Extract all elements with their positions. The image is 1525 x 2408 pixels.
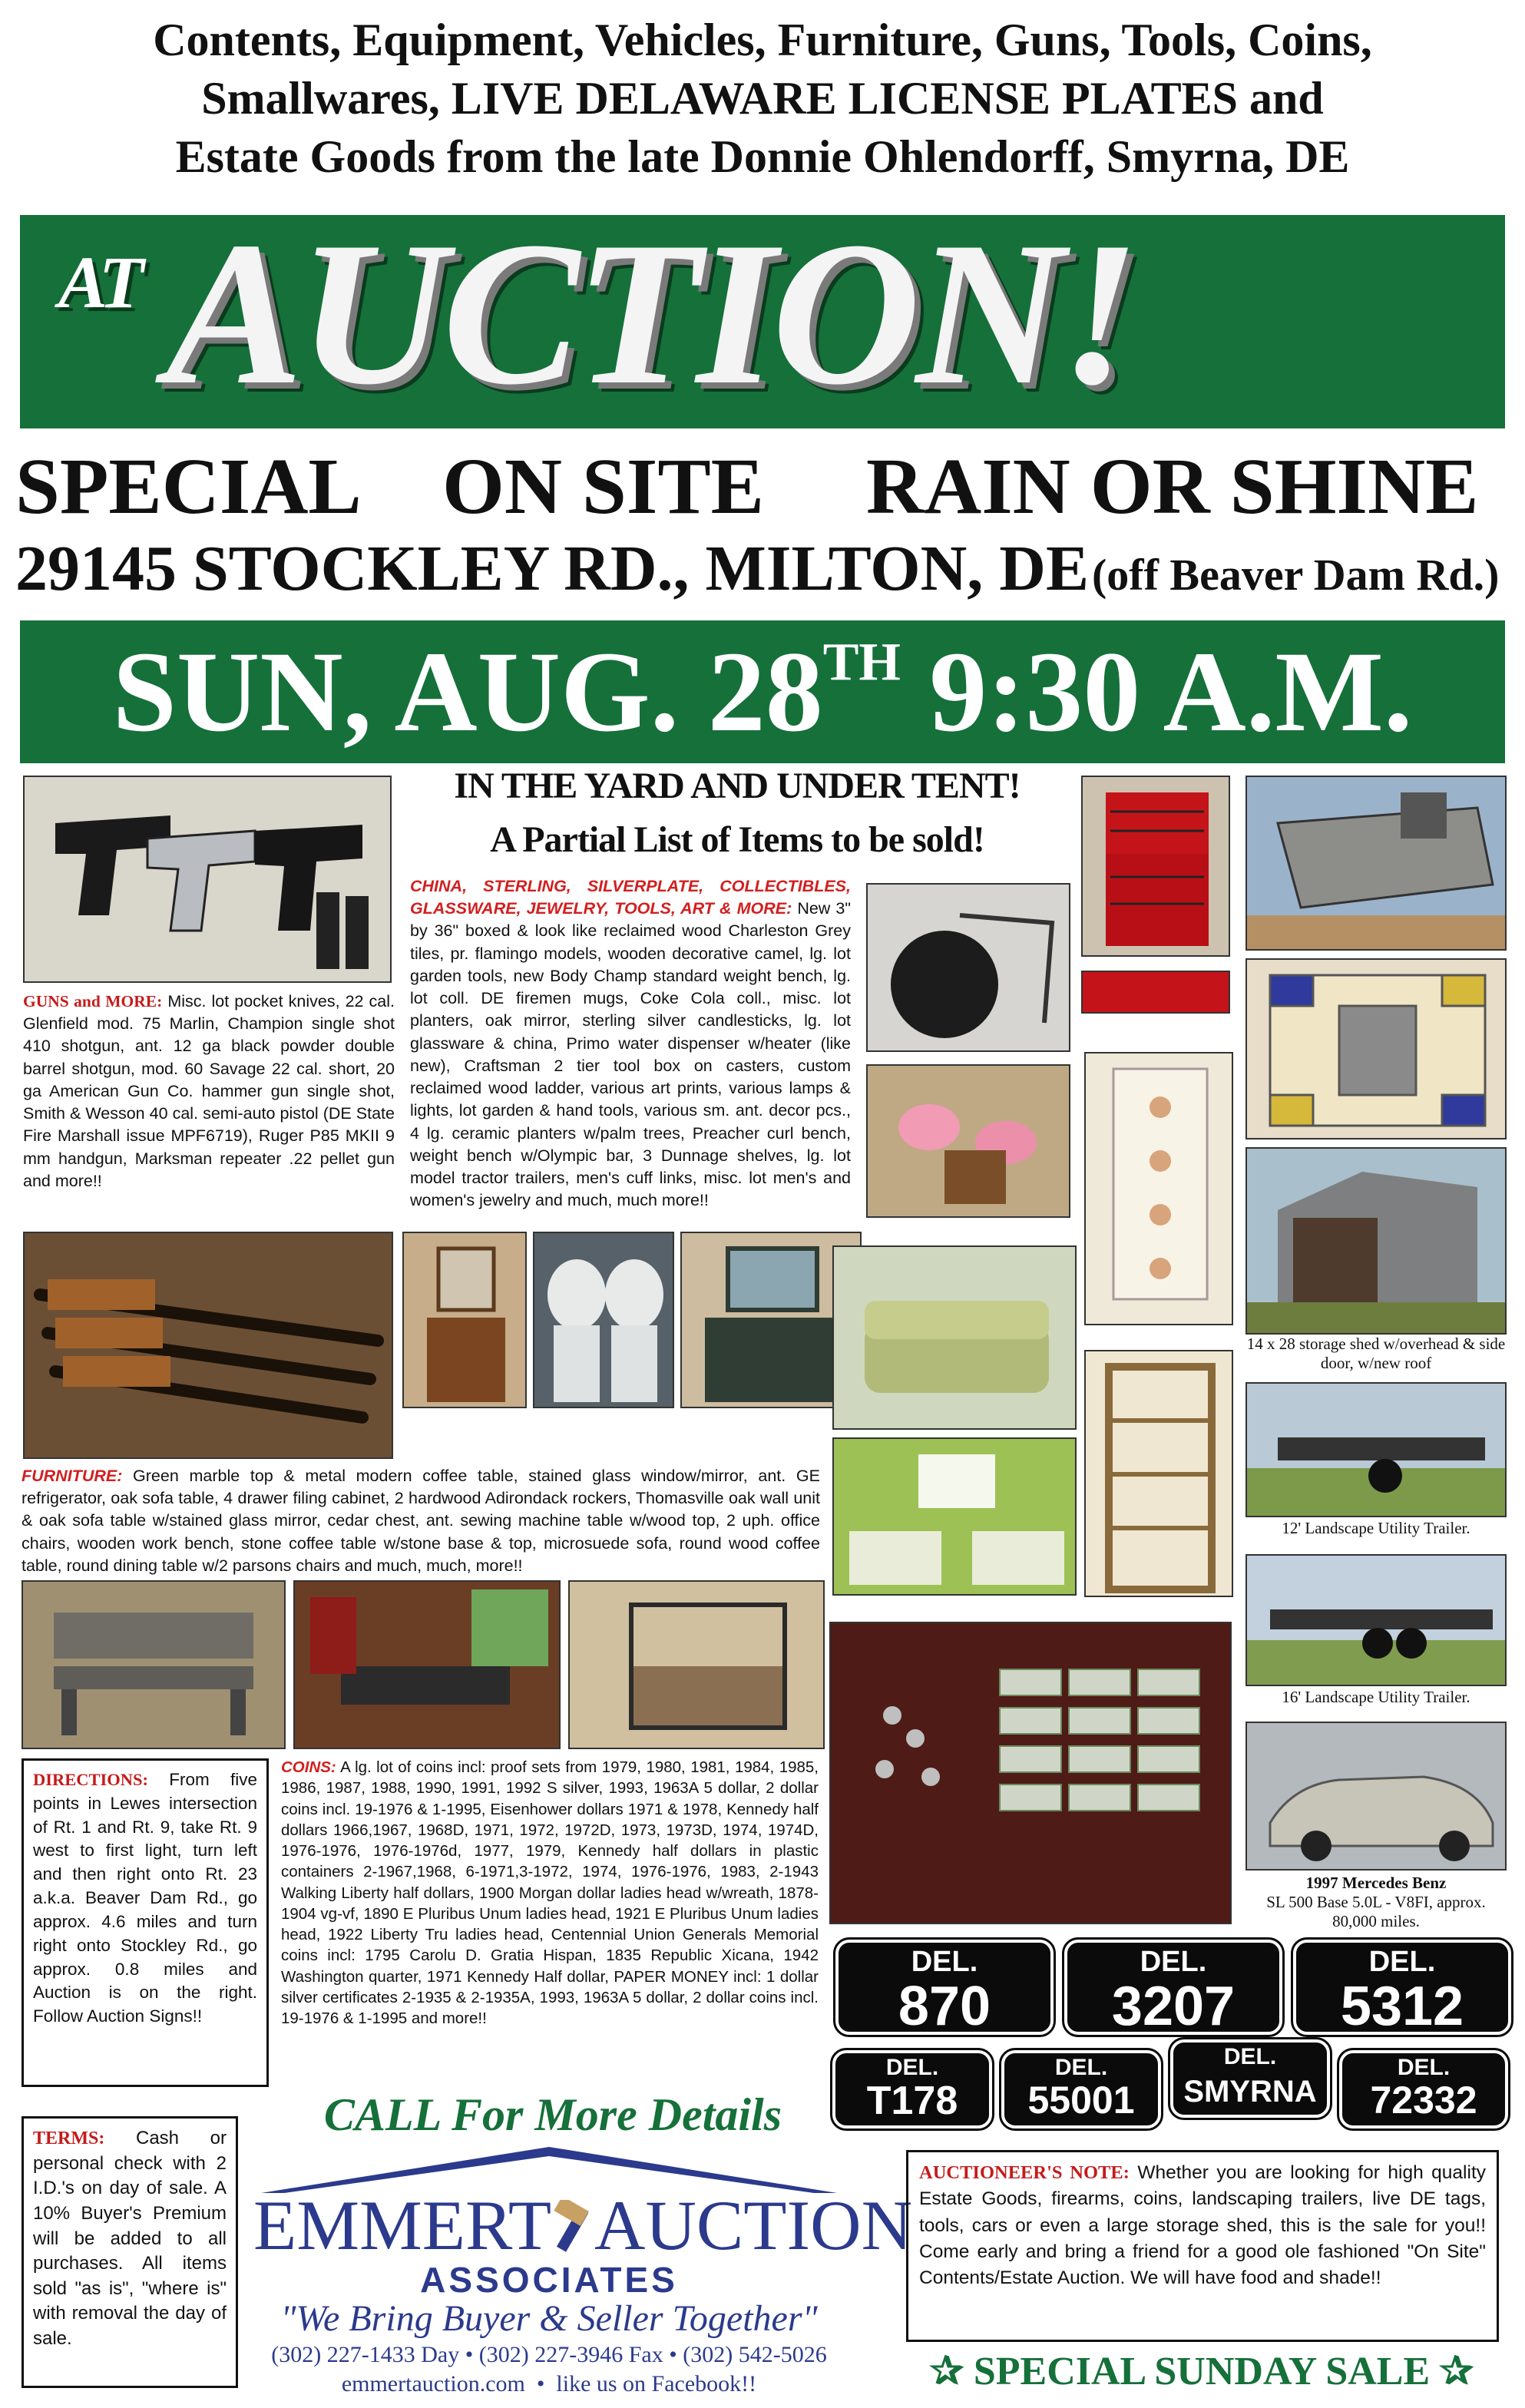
date-day: SUN, AUG. 28 [112,628,823,756]
coins-photo [829,1622,1232,1924]
date-text [113,628,1413,756]
plate-state: DEL. [911,1946,978,1978]
toolbox-cabinet-photo [1081,971,1230,1014]
trailer-12-photo [1245,1382,1507,1517]
rifles-photo [23,1232,393,1459]
plate-number: 55001 [1027,2079,1135,2122]
lions-photo [533,1232,674,1408]
note-heading: AUCTIONEER'S NOTE: [919,2162,1130,2183]
plate-state: DEL. [1054,2055,1108,2080]
plate-smyrna [1170,2039,1330,2118]
directions-text [33,1768,257,2029]
logo-web: emmertauction.com • like us on Facebook!! [341,2371,757,2396]
star-icon: ✰ [930,2350,964,2393]
toolbox-photo [1081,776,1230,957]
address-note: (off Beaver Dam Rd.) [1091,550,1500,600]
coffee-table-photo [293,1580,561,1749]
directions-box [22,1758,269,2087]
header [0,11,1525,186]
special-sunday-text: SPECIAL SUNDAY SALE [973,2350,1431,2393]
trailer-12-caption: 12' Landscape Utility Trailer. [1282,1519,1470,1537]
mercedes-detail: SL 500 Base 5.0L - V8FI, approx. 80,000 miles. [1266,1893,1486,1931]
star-icon: ✰ [1440,2350,1474,2393]
emmert-logo [253,2142,913,2403]
auction-banner [20,199,1505,428]
yard-title: IN THE YARD AND UNDER TENT! [454,766,1021,806]
pistols-icon [25,777,392,983]
sale-type-on-site: ON SITE [442,442,765,531]
bedroom-photo [832,1437,1077,1596]
call-for-details: CALL For More Details [323,2089,782,2140]
plate-number: 72332 [1370,2079,1477,2122]
plate-55001 [1001,2050,1161,2128]
header-line-2: Smallwares, LIVE DELAWARE LICENSE PLATES and [201,73,1324,124]
bench-photo [22,1580,286,1749]
plate-number: 870 [898,1976,991,2037]
yard-subtitle: A Partial List of Items to be sold! [490,819,984,860]
sofa-photo [832,1245,1077,1430]
plate-state: DEL. [885,2055,939,2080]
directions-heading: DIRECTIONS: [33,1770,149,1789]
date-banner [20,620,1505,763]
address-street: 29145 STOCKLEY RD., MILTON, DE [15,533,1089,604]
plate-state: DEL. [1397,2055,1451,2080]
logo-name-right: AUCTION [594,2186,913,2264]
plate-number: SMYRNA [1183,2075,1317,2109]
furniture-heading: FURNITURE: [22,1467,123,1485]
flamingo-photo [866,1064,1070,1218]
sale-type-special: SPECIAL [15,442,362,531]
note-text [919,2160,1486,2291]
coins-heading: COINS: [281,1758,336,1776]
guns-heading: GUNS and MORE: [23,992,163,1011]
logo-slogan: "We Bring Buyer & Seller Together" [280,2298,818,2339]
china-heading: CHINA, STERLING, SILVERPLATE, COLLECTIBLES, GLASSWARE, JEWELRY, TOOLS, ART & MORE: [410,877,851,918]
plate-state: DEL. [1368,1946,1436,1978]
china-body: New 3" by 36" boxed & look like reclaimed wood Charleston Grey tiles, pr. flamingo models, wooden decorative camel, lg. lot garden tools, new Body Champ standard weight bench, lg. lot coll. DE firemen mugs, Coke Cola coll., misc. lot planters, oak mirror, sterling silver candlesticks, lg. lot glassware & china, Primo water dispenser w/heater (like new), Craftsman 2 tier tool box on casters, custom reclaimed wood ladder, various art prints, various lamps & lights, lot garden & hand tools, various sm. ant. decor pcs., 4 lg. ceramic planters w/palm trees, Preacher curl bench, weight bench w/Olympic bar, 3 Dunnage shelves, lg. lot model tractor trailers, men's cuff links, misc. lot men's and women's jewelry and much, much more!! [410,899,851,1210]
anvil-photo [866,883,1070,1052]
logo-name [253,2186,913,2264]
coins-section [281,1757,819,2029]
bunk-bed-photo [568,1580,825,1749]
logo-phones: (302) 227-1433 Day • (302) 227-3946 Fax • (302) 542-5026 [271,2342,827,2367]
address [15,531,1513,606]
shell-cabinet-photo [1084,1052,1233,1325]
plate-state: DEL. [1223,2044,1277,2069]
stained-glass-photo [1245,958,1507,1140]
coins-body: A lg. lot of coins incl: proof sets from 1979, 1980, 1981, 1984, 1985, 1986, 1987, 1988, 1990, 1991, 1992 S silver, 1993, 1963A 5 dollar, 2 dollar coins incl. 19-1976 & 1-1995, Eisenhower dollars 1971 & 1978, Kennedy half dollars 1966,1967, 1968D, 1971, 1972, 1972D, 1973, 1973D, 1974, 1974D, 1976-1976, 1976-1976d, 1977, 1979, Kennedy half dollars in plastic containers 2-1967,1968, 6-1971,3-1972, 1974, 1976-1976, 1983, 2-1943 Walking Liberty half dollars, 1900 Morgan dollar ladies head w/wreath, 1878-1904 vg-vf, 1890 E Pluribus Unum ladies head, 1921 E Pluribus Unum ladies head, 1922 Liberty Tru ladies head, Centennial Union Generals Memorial coins incl: 1795 Carolu D. Gratia Hispan, 1835 Republic Xicana, 1942 Washington quarter, 1971 Kennedy Half dollar, PAPER MONEY incl: 1 dollar silver certificates 2-1935 & 2-1935A, 1993, 1963A 5 dollar, 2 dollar coins incl. 19-1976 & 1-1995 and more!! [281,1758,819,2027]
logo-associates: ASSOCIATES [420,2260,678,2300]
terms-box [22,2116,238,2388]
furniture-body: Green marble top & metal modern coffee table, stained glass window/mirror, ant. GE refrigerator, oak sofa table, 4 drawer filing cabinet, 2 hardwood Adirondack rockers, Thomasville oak wall unit & oak sofa table w/stained glass mirror, cedar chest, ant. sewing machine table w/wood top, 2 uph. office chairs, wooden work bench, stone coffee table w/stone base & top, microsuede sofa, round wood coffee table, round dining table w/2 parsons chairs and much, much, more!! [22,1467,820,1575]
plate-number: T178 [866,2079,958,2123]
date-time: 9:30 A.M. [929,628,1413,756]
plate-72332 [1339,2050,1508,2128]
guns-photo [23,776,392,983]
plate-t178 [832,2050,992,2128]
header-line-1: Contents, Equipment, Vehicles, Furniture, Guns, Tools, Coins, [153,15,1372,65]
gavel-icon [551,2193,594,2247]
plate-state: DEL. [1140,1946,1207,1978]
special-sunday-sale [898,2348,1505,2394]
auctioneer-note-box [906,2150,1499,2342]
trailer-16-photo [1245,1554,1507,1686]
note-body: Whether you are looking for high quality Estate Goods, firearms, coins, landscaping trailers, live DE tags, tools, cars or even a large storage shed, this is the sale for you!! Come early and bring a friend for a good ole fashioned "On Site" Contents/Estate Auction. We will have food and shade!! [919,2162,1487,2289]
logo-name-left: EMMERT [253,2186,552,2264]
directions-body: From five points in Lewes intersection of Rt. 1 and Rt. 9, take Rt. 9 west to first light, turn left and then right onto Rt. 23 a.k.a. Beaver Dam Rd., go approx. 4.6 miles and turn right onto Stockley Rd., go approx. 0.8 miles and Auction is on the right. Follow Auction Signs!! [33,1770,257,2026]
plate-870 [835,1940,1054,2035]
furniture-section [22,1465,820,1577]
shed-caption: 14 x 28 storage shed w/overhead & side door, w/new roof [1246,1335,1506,1373]
plate-3207 [1064,1940,1282,2035]
jigsaw-photo [1245,776,1507,951]
china-section [410,875,851,1212]
date-suffix: TH [822,633,901,692]
plate-5312 [1293,1940,1511,2035]
plate-number: 3207 [1111,1976,1236,2037]
shed-photo [1245,1147,1507,1335]
banner-at: AT [58,241,140,323]
terms-body: Cash or personal check with 2 I.D.'s on day of sale. A 10% Buyer's Premium will be added to all purchases. All items sold "as is", "where is" with removal the day of sale. [33,2128,227,2349]
sale-type-rain-or-shine: RAIN OR SHINE [866,442,1479,531]
mercedes-caption [1244,1874,1508,1932]
header-line-3: Estate Goods from the late Donnie Ohlendorff, Smyrna, DE [175,131,1350,182]
sale-types [15,441,1513,533]
terms-text [33,2126,227,2352]
terms-heading: TERMS: [33,2128,105,2148]
guns-section [23,991,395,1192]
bookshelf-photo [1084,1350,1233,1597]
dresser-photo [402,1232,527,1408]
guns-body: Misc. lot pocket knives, 22 cal. Glenfield mod. 75 Marlin, Champion single shot 410 shotgun, ant. 12 ga black powder double barrel shotgun, mod. 60 Savage 22 cal. short, 20 ga American Gun Co. hammer gun single shot, Smith & Wesson 40 cal. semi-auto pistol (DE State Fire Marshall issue MPF6719), Ruger P85 MKII 9 mm handgun, Marksman repeater .22 pellet gun and more!! [23,992,395,1190]
banner-auction: AUCTION! [166,199,1136,427]
plate-number: 5312 [1340,1976,1464,2037]
mercedes-photo [1245,1722,1507,1871]
mercedes-title: 1997 Mercedes Benz [1305,1874,1447,1892]
trailer-16-caption: 16' Landscape Utility Trailer. [1282,1688,1470,1706]
